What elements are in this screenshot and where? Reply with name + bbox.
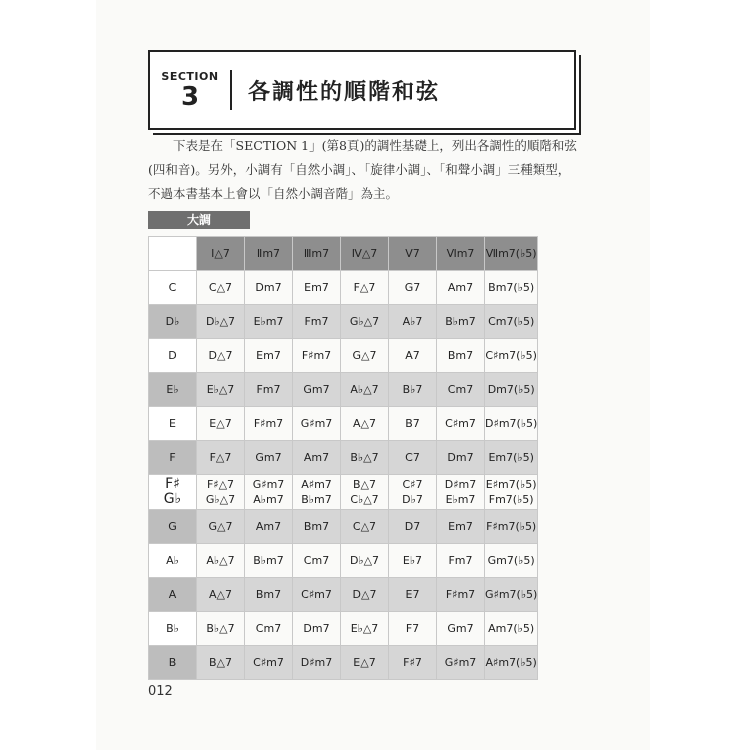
chord-cell: Am7(♭5) <box>485 612 538 646</box>
chord-cell: Am7 <box>245 510 293 544</box>
degree-header-cell: Ⅰ△7 <box>197 237 245 271</box>
chord-alternate: E♭m7 <box>445 493 476 506</box>
chord-cell: Cm7 <box>293 544 341 578</box>
table-row <box>149 646 538 680</box>
table-row <box>149 339 538 373</box>
section-number: 3 <box>180 81 200 112</box>
key-label: G <box>149 510 197 544</box>
chord-cell: Bm7 <box>245 578 293 612</box>
chord-cell: F△7 <box>341 271 389 305</box>
chord-cell: D7 <box>389 510 437 544</box>
chord-cell: B7 <box>389 407 437 441</box>
page-number: 012 <box>148 684 173 699</box>
table-row <box>149 441 538 475</box>
degree-header-cell: Ⅲm7 <box>293 237 341 271</box>
chord-primary: D♯m7 <box>444 478 477 491</box>
key-label: D <box>149 339 197 373</box>
chord-cell: B♭m7 <box>437 305 485 339</box>
chord-cell: G△7 <box>197 510 245 544</box>
key-label: B♭ <box>149 612 197 646</box>
chord-cell: A♭△7 <box>341 373 389 407</box>
chord-primary: C♯7 <box>402 478 423 491</box>
chord-alternate: G♭△7 <box>205 493 236 506</box>
chord-cell: Gm7(♭5) <box>485 544 538 578</box>
chord-cell: Bm7 <box>437 339 485 373</box>
table-row <box>149 373 538 407</box>
table-row <box>149 510 538 544</box>
section-label <box>150 71 230 110</box>
chord-cell: D♭△7 <box>197 305 245 339</box>
chord-cell: E♭7 <box>389 544 437 578</box>
intro-paragraph: 下表是在「SECTION 1」(第8頁)的調性基礎上，列出各調性的順階和弦(四和音)。另外，小調有「自然小調」、「旋律小調」、「和聲小調」三種類型，不過本書基本上會以「自然小調音階」為主。 <box>148 138 577 201</box>
chord-alternate: B♭m7 <box>301 493 332 506</box>
chord-cell: Dm7 <box>245 271 293 305</box>
chord-cell: Fm7 <box>437 544 485 578</box>
chord-cell: G♯m7 <box>437 646 485 680</box>
corner-cell <box>149 237 197 271</box>
chord-cell: B♭△7 <box>197 612 245 646</box>
table-row <box>149 612 538 646</box>
chord-primary: E♯m7(♭5) <box>485 478 537 491</box>
key-label-primary: F♯ <box>165 476 180 492</box>
degree-header-cell: Ⅶm7(♭5) <box>485 237 538 271</box>
chord-alternate: D♭7 <box>402 493 423 506</box>
chord-cell: Dm7 <box>293 612 341 646</box>
section-header <box>148 50 576 130</box>
chord-cell: C△7 <box>197 271 245 305</box>
chord-cell: C7 <box>389 441 437 475</box>
chord-cell: Em7 <box>437 510 485 544</box>
chord-cell: E♭m7 <box>245 305 293 339</box>
chord-cell: A△7 <box>197 578 245 612</box>
chord-cell: B♭7 <box>389 373 437 407</box>
chord-table-body <box>149 271 538 680</box>
chord-cell <box>341 475 389 510</box>
table-row <box>149 544 538 578</box>
chord-cell: B△7 <box>197 646 245 680</box>
chord-cell: Cm7 <box>437 373 485 407</box>
chord-cell <box>485 475 538 510</box>
degree-header-row <box>149 237 538 271</box>
key-label: C <box>149 271 197 305</box>
chord-cell: C△7 <box>341 510 389 544</box>
chord-cell: Gm7 <box>293 373 341 407</box>
key-label: E♭ <box>149 373 197 407</box>
table-row <box>149 578 538 612</box>
chord-cell: E△7 <box>341 646 389 680</box>
chord-cell: Bm7 <box>293 510 341 544</box>
chord-cell <box>197 475 245 510</box>
key-label: A <box>149 578 197 612</box>
chord-cell: A♭7 <box>389 305 437 339</box>
chord-cell: E△7 <box>197 407 245 441</box>
chord-cell: Dm7(♭5) <box>485 373 538 407</box>
chord-primary: F♯△7 <box>206 478 235 491</box>
section-word: SECTION <box>161 69 219 83</box>
chord-cell: G△7 <box>341 339 389 373</box>
chord-cell: D♯m7 <box>293 646 341 680</box>
chord-cell: Bm7(♭5) <box>485 271 538 305</box>
chord-cell: Cm7 <box>245 612 293 646</box>
chord-cell: G♯m7 <box>293 407 341 441</box>
chord-primary: B△7 <box>352 478 376 491</box>
degree-header-cell: Ⅱm7 <box>245 237 293 271</box>
chord-cell <box>437 475 485 510</box>
chord-cell: B♭m7 <box>245 544 293 578</box>
chord-cell: C♯m7 <box>245 646 293 680</box>
chord-alternate: C♭△7 <box>350 493 379 506</box>
table-tag: 大調 <box>148 211 250 229</box>
chord-cell: Cm7(♭5) <box>485 305 538 339</box>
chord-cell <box>293 475 341 510</box>
chord-cell: E♭△7 <box>197 373 245 407</box>
chord-alternate: Fm7(♭5) <box>488 493 534 506</box>
chord-cell: E♭△7 <box>341 612 389 646</box>
chord-cell: C♯m7 <box>293 578 341 612</box>
chord-cell: Fm7 <box>245 373 293 407</box>
key-label: E <box>149 407 197 441</box>
key-label: A♭ <box>149 544 197 578</box>
chord-cell: A△7 <box>341 407 389 441</box>
chord-cell: E7 <box>389 578 437 612</box>
chord-cell: A7 <box>389 339 437 373</box>
chord-cell <box>389 475 437 510</box>
chord-cell <box>245 475 293 510</box>
chord-cell: F♯m7 <box>245 407 293 441</box>
chord-cell: Em7(♭5) <box>485 441 538 475</box>
key-label: D♭ <box>149 305 197 339</box>
chord-cell: F7 <box>389 612 437 646</box>
chord-cell: F♯m7(♭5) <box>485 510 538 544</box>
key-label: B <box>149 646 197 680</box>
key-label-alternate: G♭ <box>163 491 182 507</box>
chord-cell: Dm7 <box>437 441 485 475</box>
chord-cell: A♯m7(♭5) <box>485 646 538 680</box>
key-label <box>149 475 197 510</box>
chord-cell: Fm7 <box>293 305 341 339</box>
chord-cell: D△7 <box>197 339 245 373</box>
chord-cell: Am7 <box>437 271 485 305</box>
degree-header-cell: Ⅴ7 <box>389 237 437 271</box>
chord-cell: G♭△7 <box>341 305 389 339</box>
chord-primary: G♯m7 <box>252 478 285 491</box>
chord-cell: D♯m7(♭5) <box>485 407 538 441</box>
chord-cell: F♯m7 <box>437 578 485 612</box>
chord-cell: C♯m7 <box>437 407 485 441</box>
chord-cell: F♯7 <box>389 646 437 680</box>
chord-cell: G♯m7(♭5) <box>485 578 538 612</box>
chord-cell: F♯m7 <box>293 339 341 373</box>
key-label: F <box>149 441 197 475</box>
table-row <box>149 305 538 339</box>
chord-cell: B♭△7 <box>341 441 389 475</box>
chord-cell: G7 <box>389 271 437 305</box>
table-row <box>149 407 538 441</box>
chord-cell: Am7 <box>293 441 341 475</box>
chord-cell: Gm7 <box>245 441 293 475</box>
chord-cell: Em7 <box>293 271 341 305</box>
chord-cell: Gm7 <box>437 612 485 646</box>
chord-cell: Em7 <box>245 339 293 373</box>
chord-alternate: A♭m7 <box>253 493 284 506</box>
chord-cell: A♭△7 <box>197 544 245 578</box>
section-divider <box>230 70 232 110</box>
section-title: 各調性的順階和弦 <box>248 79 441 105</box>
chord-primary: A♯m7 <box>301 478 332 491</box>
chord-cell: D△7 <box>341 578 389 612</box>
degree-header-cell: Ⅵm7 <box>437 237 485 271</box>
table-row <box>149 271 538 305</box>
chord-cell: C♯m7(♭5) <box>485 339 538 373</box>
chord-table <box>148 236 538 680</box>
table-row <box>149 475 538 510</box>
degree-header-cell: Ⅳ△7 <box>341 237 389 271</box>
chord-cell: D♭△7 <box>341 544 389 578</box>
chord-cell: F△7 <box>197 441 245 475</box>
